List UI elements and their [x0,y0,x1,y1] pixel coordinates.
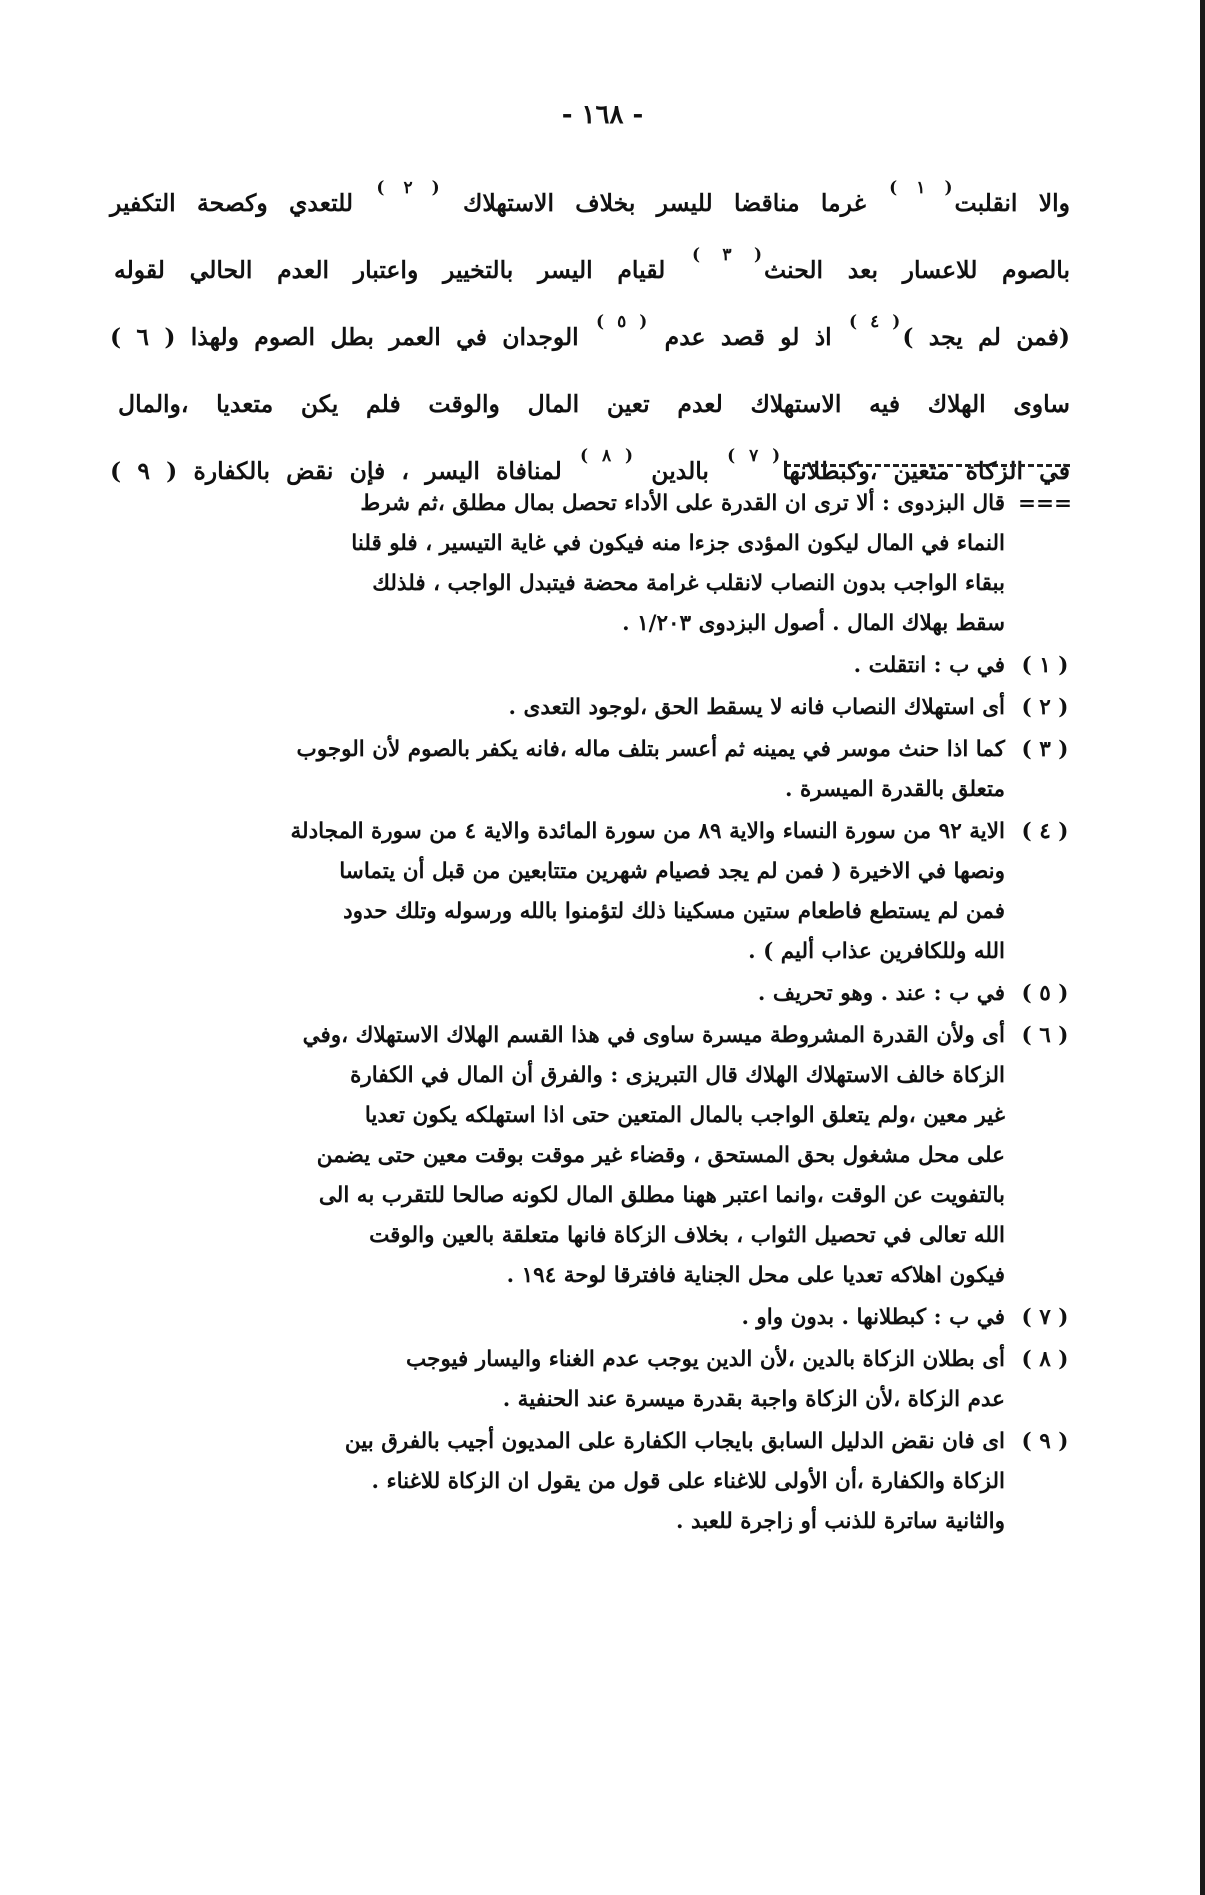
footnote-text: كما اذا حنث موسر في يمينه ثم أعسر بتلف ماله ،فانه يكفر بالصوم لأن الوجوب متعلق بالقدرة الميسرة . [296,737,1005,802]
footnote-marker: ( ٥ ) [1021,981,1069,1006]
footnotes [80,484,1085,1544]
main-text-line: والا انقلبت$^{( ١ )}$ غرما مناقضا لليسر بخلاف الاستهلاك $^{( ٢ )}$ للتعدي وكصحة التكفير [110,178,1070,217]
footnote-text: أى استهلاك النصاب فانه لا يسقط الحق ،لوجود التعدى . [508,695,1005,720]
footnote-ref: ( ٧ ) [727,446,781,466]
footnote-8 [80,1340,1085,1420]
footnote-2 [80,688,1085,728]
footnote-editor [80,484,1085,644]
footnote-ref: ( ٤ ) [849,312,901,332]
main-text-line: بالصوم للاعسار بعد الحنث$^{( ٣ )}$ لقيام اليسر بالتخيير واعتبار العدم الحالي لقوله [110,229,1070,296]
footnote-ref: ( ١ ) [889,178,953,198]
main-text-line: ساوى الهلاك فيه الاستهلاك لعدم تعين المال والوقت فلم يكن متعديا ،والمال [110,363,1070,430]
footnote-text: الاية ٩٢ من سورة النساء والاية ٨٩ من سورة المائدة والاية ٤ من سورة المجادلة ونصها في الاخيرة ( فمن لم يجد فصيام شهرين متتابعين من قبل أن يتماسا فمن لم يستطع فاطعام ستين مسكينا ذلك لتؤمنوا بالله ورسوله وتلك حدود الله وللكافرين عذاب أليم ) . [290,819,1005,964]
footnote-4 [80,812,1085,972]
footnote-marker: ( ٧ ) [1021,1305,1069,1330]
footnote-text: قال البزدوى : ألا ترى ان القدرة على الأداء تحصل بمال مطلق ،ثم شرط النماء في المال ليكون المؤدى جزءا منه فيكون في غاية التيسير ، فلو قلنا ببقاء الواجب بدون النصاب لانقلب غرامة محضة فيتبدل الواجب ، فلذلك سقط بهلاك المال . أصول البزدوى ١/٢٠٣ . [351,491,1005,636]
footnote-marker: ( ٤ ) [1021,819,1069,844]
footnote-3 [80,730,1085,810]
main-text-line: في الزكاة متعين ،وكبطلانها$^{( ٧ )}$ بالدين $^{( ٨ )}$ لمنافاة اليسر ، فإن نقض بالكفارة ( ٩ ) [110,446,1070,485]
footnote-text: في ب : انتقلت . [853,653,1005,678]
footnote-ref: ( ٢ ) [376,178,440,198]
footnote-5 [80,974,1085,1014]
footnote-separator [785,464,1070,467]
main-text [110,162,1070,497]
footnote-7 [80,1298,1085,1338]
footnote-text: في ب : عند . وهو تحريف . [757,981,1005,1006]
footnote-text: أى بطلان الزكاة بالدين ،لأن الدين يوجب عدم الغناء واليسار فيوجب عدم الزكاة ،لأن الزكاة واجبة بقدرة ميسرة عند الحنفية . [406,1347,1005,1412]
footnote-ref: ( ٥ ) [596,312,648,332]
footnote-9 [80,1422,1085,1542]
page-number: - ١٦٨ - [561,100,644,130]
footnote-text: أى ولأن القدرة المشروطة ميسرة ساوى في هذا القسم الهلاك الاستهلاك ،وفي الزكاة خالف الاستهلاك الهلاك قال التبريزى : والفرق أن المال في الكفارة غير معين ،ولم يتعلق الواجب بالمال المتعين حتى اذا استهلكه يكون تعديا على محل مشغول بحق المستحق ، وقضاء غير موقت بوقت معين حتى يضمن بالتفويت عن الوقت ،وانما اعتبر ههنا مطلق المال لكونه صالحا للتقرب به الى الله تعالى في تحصيل الثواب ، بخلاف الزكاة فانها متعلقة بالعين والوقت فيكون اهلاكه تعديا على محل الجناية فافترقا لوحة ١٩٤ . [302,1023,1005,1288]
footnote-marker: ( ٣ ) [1021,737,1069,762]
main-text-line: (فمن لم يجد )$^{( ٤ )}$ اذ لو قصد عدم $^{( ٥ )}$ الوجدان في العمر بطل الصوم ولهذا ( ٦ ) [110,312,1071,351]
footnote-marker: === [1017,491,1073,516]
footnote-ref: ( ٣ ) [691,245,763,265]
footnote-ref: ( ٨ ) [580,446,634,466]
footnote-marker: ( ٩ ) [1021,1429,1069,1454]
footnote-marker: ( ٦ ) [1021,1023,1069,1048]
footnote-text: اى فان نقض الدليل السابق بايجاب الكفارة على المديون أجيب بالفرق بين الزكاة والكفارة ،أن الأولى للاغناء على قول من يقول ان الزكاة للاغناء . والثانية ساترة للذنب أو زاجرة للعبد . [344,1429,1005,1534]
footnote-6 [80,1016,1085,1296]
footnote-marker: ( ٢ ) [1021,695,1069,720]
page-edge [1200,0,1205,1895]
footnote-text: في ب : كبطلانها . بدون واو . [741,1305,1005,1330]
footnote-1 [80,646,1085,686]
footnote-marker: ( ١ ) [1021,653,1069,678]
footnote-marker: ( ٨ ) [1021,1347,1069,1372]
